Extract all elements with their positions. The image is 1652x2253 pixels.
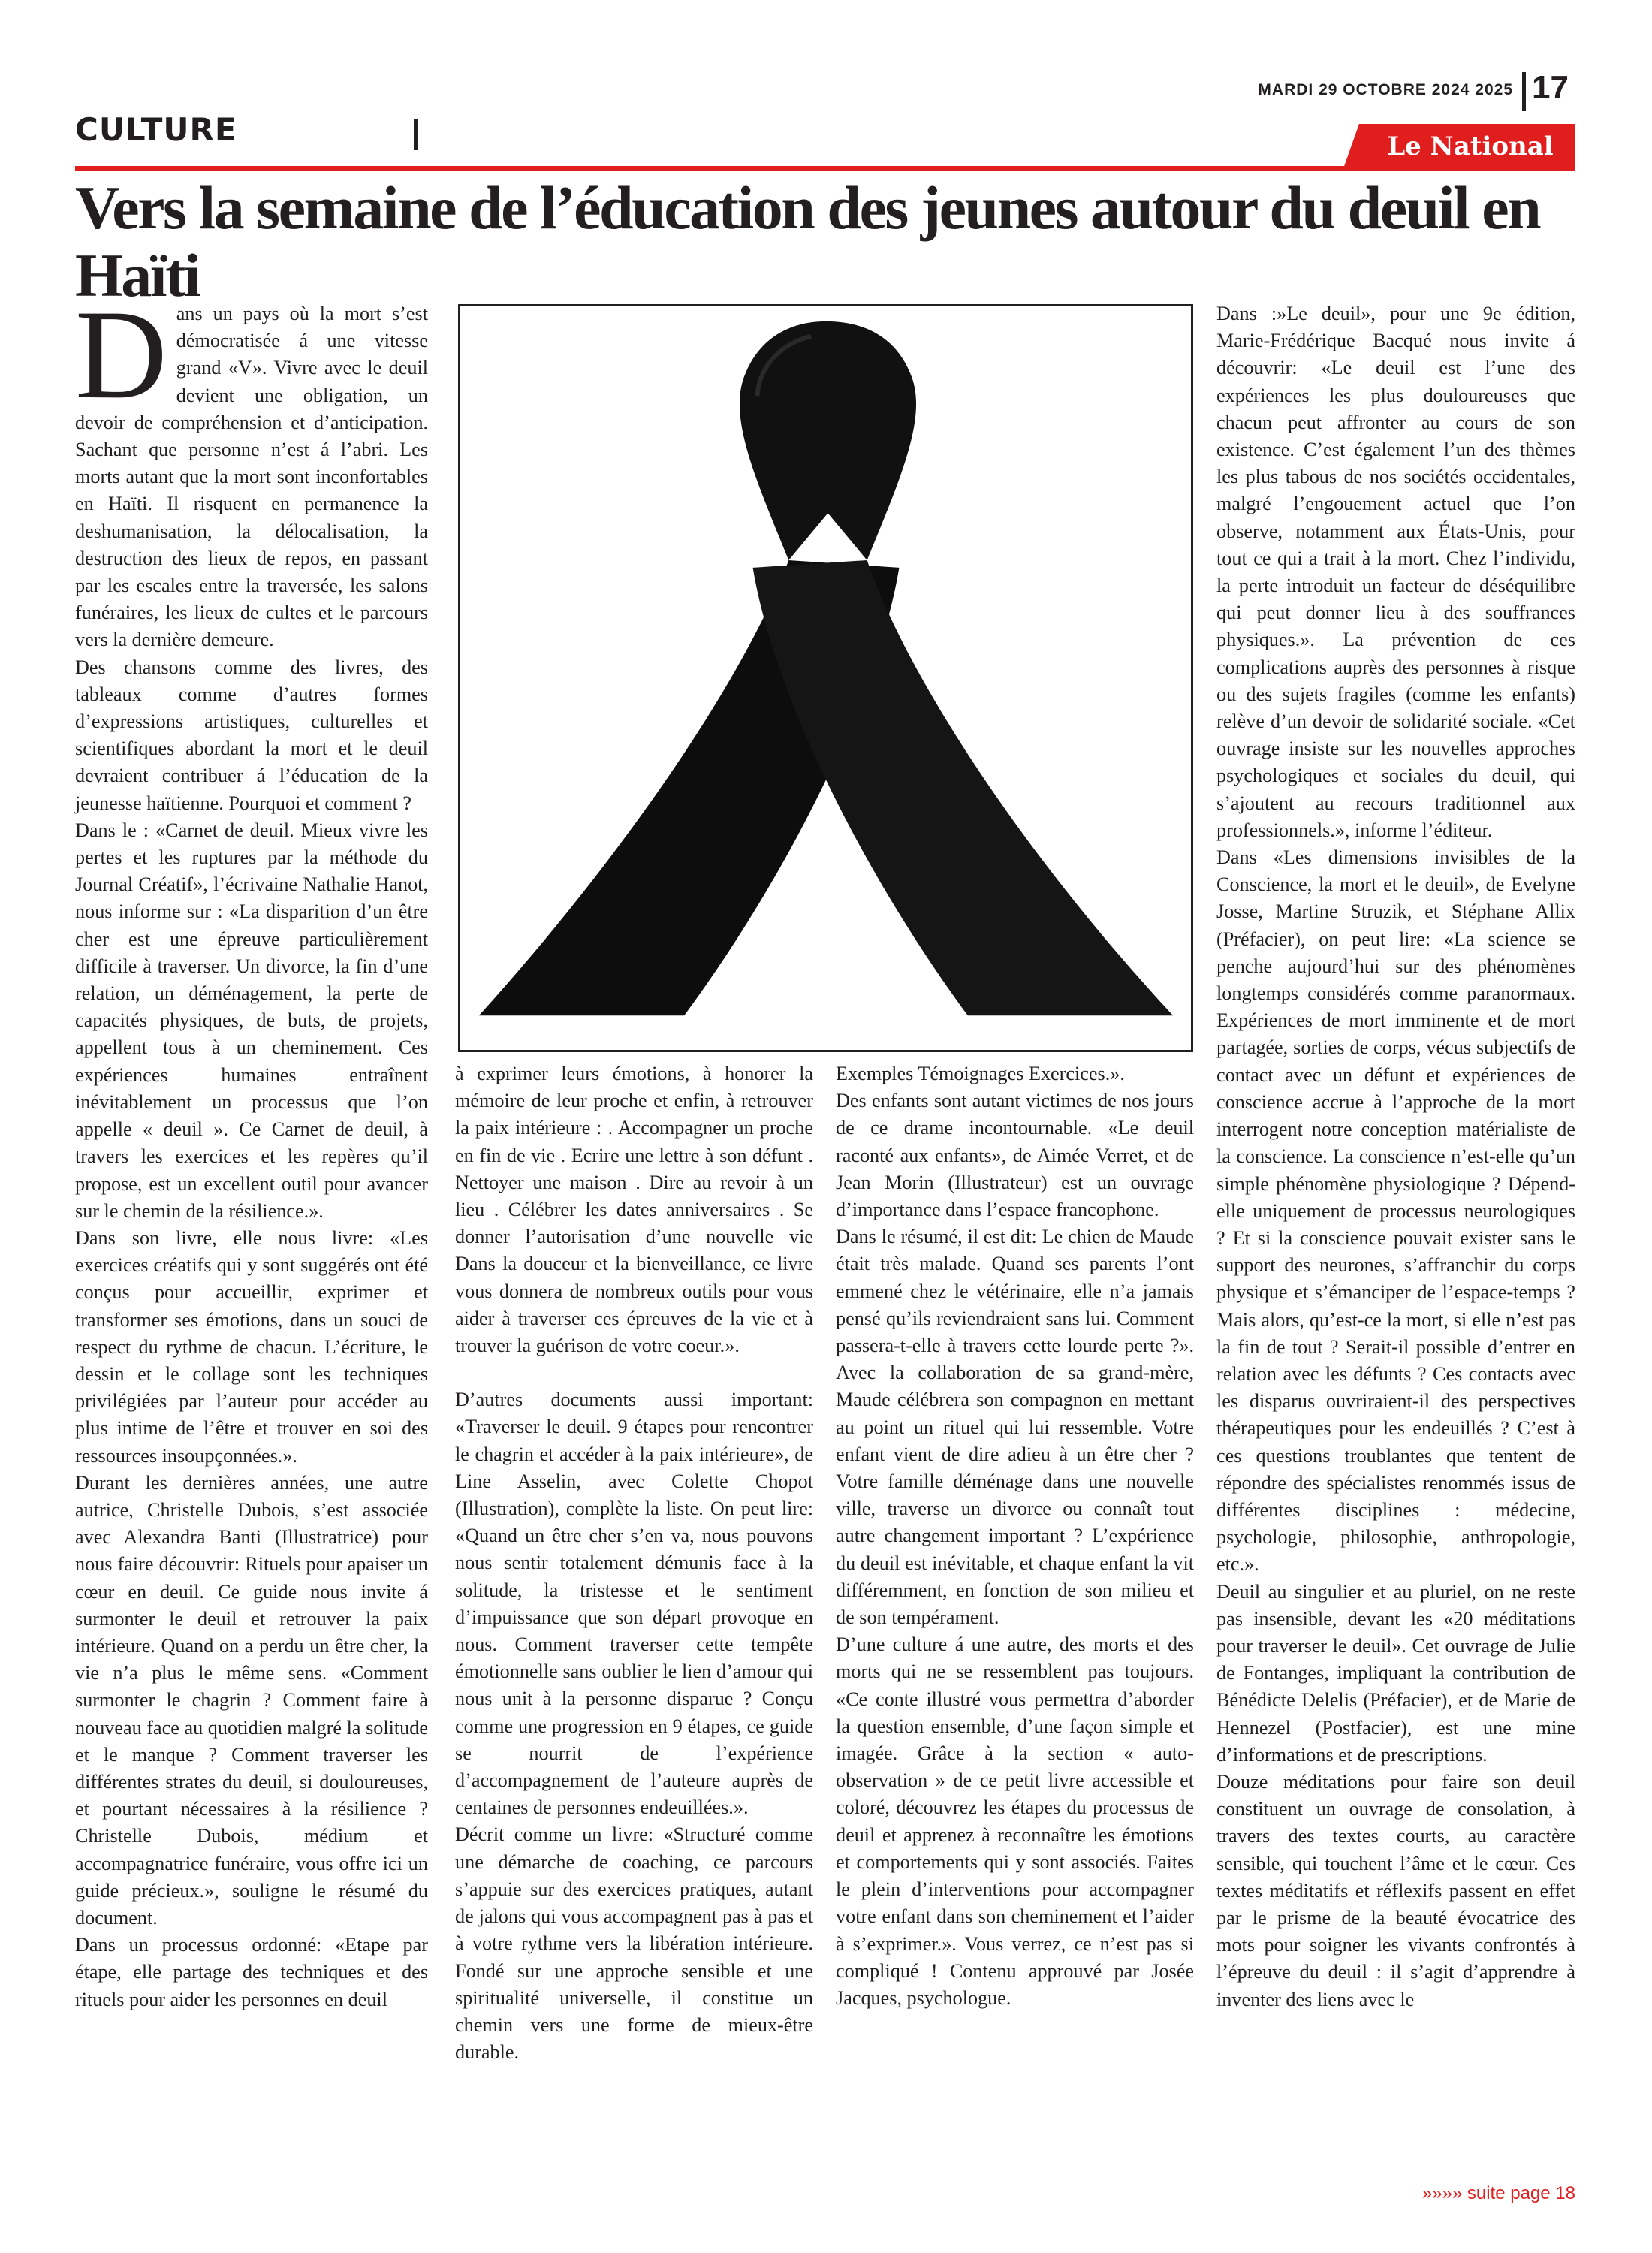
ribbon-image — [458, 304, 1193, 1052]
article-headline: Vers la semaine de l’éducation des jeunes autour du deuil en Haïti — [75, 173, 1540, 309]
paragraph: Décrit comme un livre: «Structuré comme une démarche de coaching, ce parcours s’appuie sur des exercices pratiques, autant de jalons qui vous accompagnent pas à pas et à votre rythme vers la libération intérieure. Fondé sur une approche sensible et une spiritualité universelle, il constitue un chemin vers une forme de mieux-être durable. — [455, 1823, 813, 2064]
paragraph — [75, 284, 428, 654]
page-number: 17 — [1532, 69, 1569, 106]
continuation-link[interactable]: »»»» suite page 18 — [1421, 2183, 1575, 2203]
paragraph: Dans le résumé, il est dit: Le chien de Maude était très malade. Quand ses parents l’ont emmené chez le vétérinaire, elle n’a jamais pensé qu’ils reviendraient sans lui. Comment passera-t-elle à travers cette lourde perte ?». Avec la collaboration de sa grand-mère, Maude célébrera son compagnon en mettant au point un rituel qui lui ressemble. Votre enfant vient de dire adieu à un être cher ? Votre famille déménage dans une nouvelle ville, traverse un divorce ou connaît tout autre changement important ? L’expérience du deuil est inévitable, et chaque enfant la vit différemment, en fonction de son milieu et de son tempérament. — [836, 1226, 1194, 1629]
paragraph: Deuil au singulier et au pluriel, on ne reste pas insensible, devant les «20 méditations pour traverser le deuil». Cet ouvrage de Julie de Fontanges, impliquant la contribution de Bénédicte Delelis (Préfacier), et de Marie de Hennezel (Postfacier), est une mine d’informations et de prescriptions. — [1216, 1580, 1575, 1766]
drop-cap: D — [75, 284, 167, 425]
paragraph: Dans «Les dimensions invisibles de la Conscience, la mort et le deuil», de Evelyne Josse, Martine Struzik, et Stéphane Allix (Préfacier), on peut lire: «La science se penche aujourd’hui sur des phénomènes longtemps considérés comme paranormaux. Expériences de mort imminente et de mort partagée, sorties de corps, vécus subjectifs de contact avec un défunt et expériences de conscience accrue à l’approche de la mort interrogent notre conception matérialiste de la conscience. La conscience n’est-elle qu’un simple phénomène physiologique ? Dépend-elle uniquement de processus neurologiques ? Et si la conscience pouvait exister sans le support des neurones, s’affranchir du corps physique et s’émanciper de l’espace-temps ? Mais alors, qu’est-ce la mort, si elle n’est pas la fin de tout ? Serait-il possible d’entrer en relation avec les défunts ? Ces contacts avec les disparus ouvriraient-il des perspectives thérapeutiques pour les endeuillés ? C’est à ces questions troublantes que tentent de répondre des spécialistes renommés issus de différentes disciplines : médecine, psychologie, philosophie, anthropologie, etc.». — [1216, 846, 1575, 1576]
paragraph: Dans son livre, elle nous livre: «Les exercices créatifs qui y sont suggérés ont été conçus pour accueillir, exprimer et transformer ses émotions, dans un souci de respect du rythme de chacun. L’écriture, le dessin et le collage sont les techniques privilégiées par l’auteur pour accéder au plus intime de l’être et trouver en soi des ressources insoupçonnées.». — [75, 1226, 428, 1467]
issue-date: MARDI 29 OCTOBRE 2024 2025 — [1258, 81, 1513, 98]
paragraph: Dans le : «Carnet de deuil. Mieux vivre les pertes et les ruptures par la méthode du Journal Créatif», l’écrivaine Nathalie Hanot, nous informe sur : «La disparition d’un être cher est une épreuve particulièrement difficile à traverser. Un divorce, la fin d’une relation, un déménagement, la perte de capacités physiques, de buts, de projets, appellent tous à un cheminement. Ces expériences humaines entraînent inévitablement un processus que l’on appelle « deuil ». Ce Carnet de deuil, à travers les exercices et les repères qu’il propose, est un excellent outil pour avancer sur le chemin de la résilience.». — [75, 819, 428, 1222]
paragraph: Des chansons comme des livres, des tableaux comme d’autres formes d’expressions artistiques, culturelles et scientifiques abordant la mort et le deuil devraient contribuer á l’éducation de la jeunesse haïtienne. Pourquoi et comment ? — [75, 656, 428, 814]
article-column-2 — [455, 1060, 813, 2066]
header-rule — [75, 166, 1575, 171]
article-column-3 — [836, 1060, 1194, 2012]
black-ribbon-icon — [460, 306, 1191, 1050]
paragraph: Dans :»Le deuil», pour une 9e édition, Marie-Frédérique Bacqué nous invite á découvrir: «Le deuil est l’une des expériences les plus douloureuses que chacun peut affronter au cours de son existence. C’est également l’un des thèmes les plus tabous de nos sociétés occidentales, malgré l’engouement actuel que l’on observe, notamment aux États-Unis, pour tout ce qui a trait à la mort. Chez l’individu, la perte introduit un facteur de déséquilibre qui peut donner lieu à des souffrances physiques.». La prévention de ces complications auprès des personnes à risque ou des sujets fragiles (comme les enfants) relève d’un devoir de solidarité sociale. «Cet ouvrage insiste sur les nouvelles approches psychologiques et sociales du deuil, qui s’ajoutent au recours traditionnel aux professionnels.», informe l’éditeur. — [1216, 303, 1575, 841]
brand-name: Le National — [1387, 131, 1554, 161]
paragraph: D’autres documents aussi important: «Traverser le deuil. 9 étapes pour rencontrer le chagrin et accéder à la paix intérieure», de Line Asselin, avec Colette Chopot (Illustration), complète la liste. On peut lire: «Quand un être cher s’en va, nous pouvons nous sentir totalement démunis face à la solitude, la tristesse et le sentiment d’impuissance que son départ provoque en nous. Comment traverser cette tempête émotionnelle sans oublier le lien d’amour qui nous unit à la personne disparue ? Conçu comme une progression en 9 étapes, ce guide se nourrit de l’expérience d’accompagnement de l’auteure auprès de centaines de personnes endeuillées.». — [455, 1389, 813, 1819]
paragraph: Des enfants sont autant victimes de nos jours de ce drame incontournable. «Le deuil raconté aux enfants», de Aimée Verret, et de Jean Morin (Illustrateur) est un ouvrage d’importance dans l’espace francophone. — [836, 1090, 1194, 1221]
paragraph: Durant les dernières années, une autre autrice, Christelle Dubois, s’est associée avec Alexandra Banti (Illustratrice) pour nous faire découvrir: Rituels pour apaiser un cœur en deuil. Ce guide nous invite á surmonter le deuil et retrouver la paix intérieure. Quand on a perdu un être cher, la vie n’a plus le même sens. «Comment surmonter le chagrin ? Comment faire à nouveau face au quotidien malgré la solitude et le manque ? Comment traverser les différentes strates du deuil, si douloureuses, et pourtant nécessaires à la résilience ? Christelle Dubois, médium et accompagnatrice funéraire, vous offre ici un guide précieux.», souligne le résumé du document. — [75, 1471, 428, 1929]
paragraph: Dans un processus ordonné: «Etape par étape, elle partage des techniques et des rituels pour aider les personnes en deuil — [75, 1934, 428, 2010]
paragraph: Douze méditations pour faire son deuil constituent un ouvrage de consolation, à travers des textes courts, au caractère sensible, qui touchent l’âme et le cœur. Ces textes méditatifs et réflexifs passent en effet par le prisme de la beauté évocatrice des mots pour soigner les vivants confrontés à l’épreuve du deuil : il s’agit d’apprendre à inventer des liens avec le — [1216, 1770, 1575, 2010]
paragraph-text: ans un pays où la mort s’est démocratisée á une vitesse grand «V». Vivre avec le deuil devient une obligation, un devoir de compréhension et d’anticipation. Sachant que personne n’est á l’abri. Les morts autant que la mort sont inconfortables en Haïti. Il risquent en permanence la deshumanisation, la délocalisation, la destruction des lieux de repos, en passant par les escales entre la traversée, les salons funéraires, les lieux de cultes et le parcours vers la dernière demeure. — [75, 303, 428, 651]
article-column-4 — [1216, 300, 1575, 2013]
header-separator — [1522, 72, 1526, 111]
paragraph: Exemples Témoignages Exercices.». — [836, 1063, 1125, 1084]
paragraph: D’une culture á une autre, des morts et des morts qui ne se ressemblent pas toujours. «Ce conte illustré vous permettra d’aborder la question ensemble, d’une façon simple et imagée. Grâce à la section « auto-observation » de ce petit livre accessible et coloré, découvrez les étapes du processus de deuil et apprenez à reconnaître les émotions et comportements qui y sont associés. Faites le plein d’interventions pour accompagner votre enfant dans son cheminement et l’aider à s’exprimer.». Vous verrez, ce n’est pas si compliqué ! Contenu approuvé par Josée Jacques, psychologue. — [836, 1633, 1194, 2009]
article-column-1 — [75, 284, 428, 2013]
paragraph: à exprimer leurs émotions, à honorer la mémoire de leur proche et enfin, à retrouver la paix intérieure : . Accompagner un proche en fin de vie . Ecrire une lettre à son défunt . Nettoyer une maison . Dire au revoir à un lieu . Célébrer les dates anniversaires . Se donner l’autorisation d’une nouvelle vie Dans la douceur et la bienveillance, ce livre vous donnera de nombreux outils pour vous aider à traverser ces épreuves de la vie et à trouver la guérison de votre coeur.». — [455, 1063, 813, 1357]
section-divider — [414, 119, 418, 150]
section-label: CULTURE — [75, 111, 237, 148]
